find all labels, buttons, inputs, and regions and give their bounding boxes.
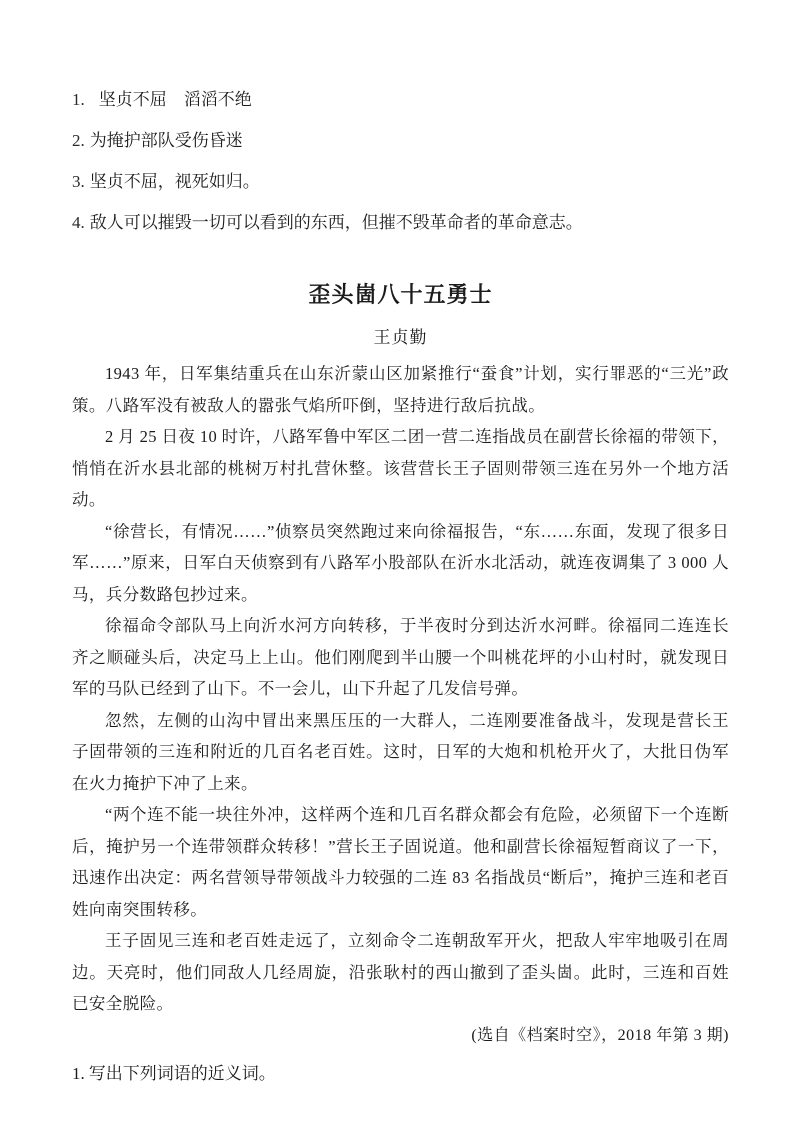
question-prompt <box>72 1063 729 1085</box>
article-author: 王贞勤 <box>373 328 428 347</box>
article-paragraph: 2 月 25 日夜 10 时许，八路军鲁中军区二团一营二连指战员在副营长徐福的带领下，悄悄在沂水县北部的桃树万村扎营休整。该营营长王子固则带领三连在另外一个地方活动。 <box>72 427 729 509</box>
question-text: 写出下列词语的近义词。 <box>88 1064 276 1083</box>
article-paragraph: 王子固见三连和老百姓走远了，立刻命令二连朝敌军开火，把敌人牢牢地吸引在周边。天亮时，他们同敌人几经周旋，沿张耿村的西山撤到了歪头崮。此时，三连和百姓已安全脱险。 <box>72 931 729 1013</box>
answer-number: 1. <box>72 90 85 109</box>
answer-number: 2. <box>72 131 85 150</box>
answer-text: 敌人可以摧毁一切可以看到的东西，但摧不毁革命者的革命意志。 <box>89 213 583 232</box>
article-paragraph: “徐营长，有情况……”侦察员突然跑过来向徐福报告，“东……东面，发现了很多日军……”原来，日军白天侦察到有八路军小股部队在沂水北活动，就连夜调集了 3 000 人马，兵分数路包抄过来。 <box>72 521 729 604</box>
answer-item-4 <box>72 213 729 254</box>
answer-item-3 <box>72 172 729 213</box>
article-paragraph: “两个连不能一块往外冲，这样两个连和几百名群众都会有危险，必须留下一个连断后，掩护另一个连带领群众转移！”营长王子固说道。他和副营长徐福短暂商议了一下，迅速作出决定：两名营领导带领战斗力较强的二连 83 名指战员“断后”，掩护三连和老百姓向南突围转移。 <box>72 805 729 919</box>
article-paragraph: 1943 年，日军集结重兵在山东沂蒙山区加紧推行“蚕食”计划，实行罪恶的“三光”政策。八路军没有被敌人的嚣张气焰所吓倒，坚持进行敌后抗战。 <box>72 364 729 415</box>
answer-text: 坚贞不屈，视死如归。 <box>89 172 260 191</box>
article-paragraph: 徐福命令部队马上向沂水河方向转移，于半夜时分到达沂水河畔。徐福同二连连长齐之顺碰头后，决定马上上山。他们刚爬到半山腰一个叫桃花坪的小山村时，就发现日军的马队已经到了山下。不一会儿，山下升起了几发信号弹。 <box>72 616 729 698</box>
answer-number: 4. <box>72 213 85 232</box>
answer-item-1 <box>72 90 729 131</box>
answer-text: 为掩护部队受伤昏迷 <box>89 131 243 150</box>
answer-number: 3. <box>72 172 85 191</box>
answer-item-2 <box>72 131 729 172</box>
answer-text: 坚贞不屈 滔滔不绝 <box>98 90 252 109</box>
article-title: 歪头崮八十五勇士 <box>308 282 493 307</box>
article-citation: (选自《档案时空》，2018 年第 3 期) <box>471 1026 729 1044</box>
article-paragraph: 忽然，左侧的山沟中冒出来黑压压的一大群人，二连刚要准备战斗，发现是营长王子固带领的三连和附近的几百名老百姓。这时，日军的大炮和机枪开火了，大批日伪军在火力掩护下冲了上来。 <box>72 710 729 793</box>
answer-list <box>72 90 729 254</box>
question-number: 1. <box>72 1064 85 1083</box>
article-body <box>72 358 729 1020</box>
